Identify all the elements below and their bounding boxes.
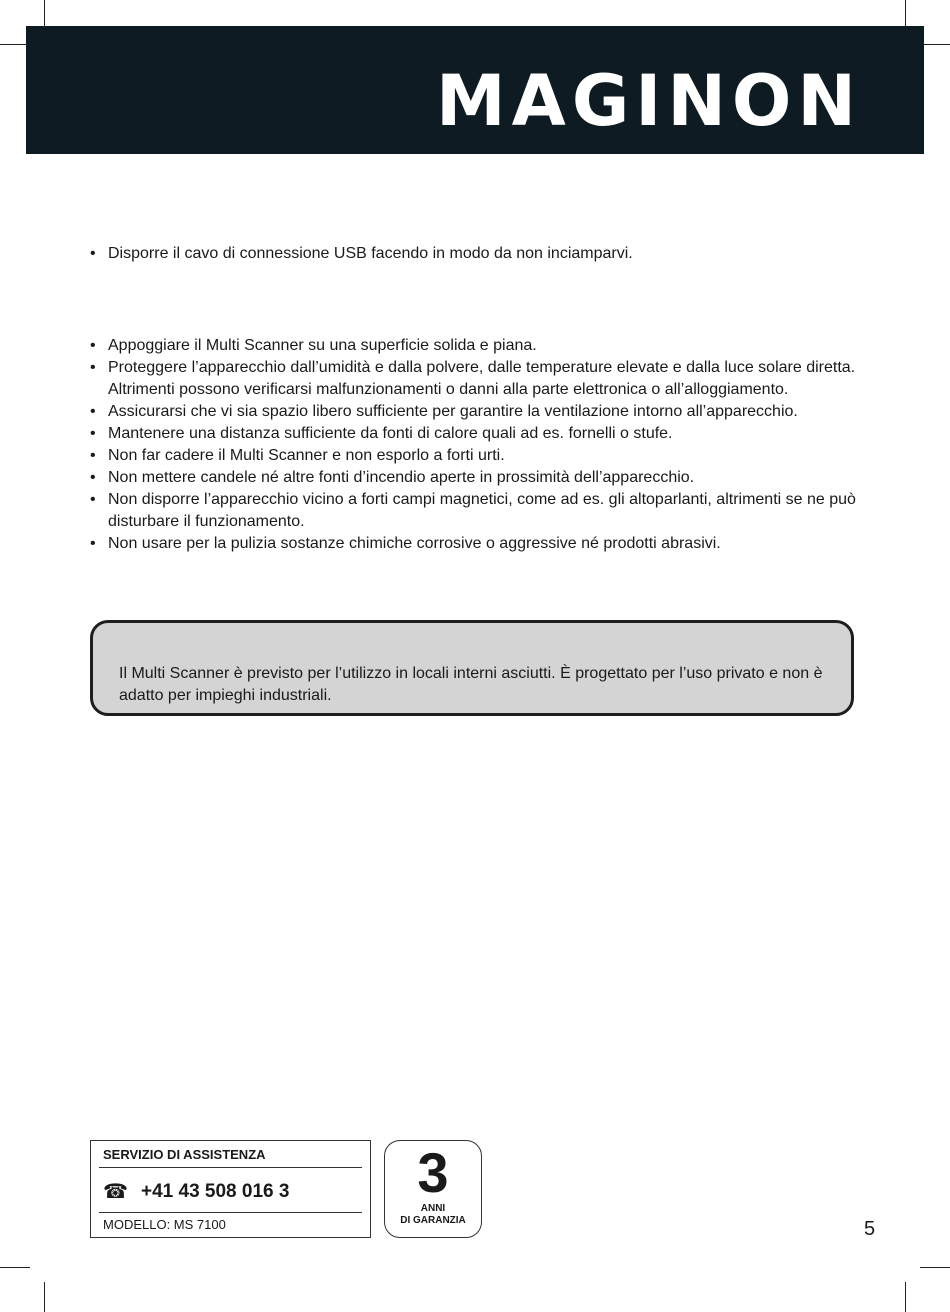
notice-text: Il Multi Scanner è previsto per l’utilizzo in locali interni asciutti. È progettato per l’uso privato e non è adatto per impieghi industriali. [119,665,823,704]
list-item: • Non far cadere il Multi Scanner e non esporlo a forti urti. [90,445,870,467]
usb-cable-list [90,243,870,265]
brand-logo: MAGINON [435,60,862,142]
list-item: • Disporre il cavo di connessione USB facendo in modo da non inciamparvi. [90,243,870,265]
phone-row [103,1179,289,1204]
header-band [26,26,924,154]
list-item: • Mantenere una distanza sufficiente da fonti di calore quali ad es. fornelli o stufe. [90,423,870,445]
list-item: • Non usare per la pulizia sostanze chimiche corrosive o aggressive né prodotti abrasivi. [90,533,870,555]
phone-number: +41 43 508 016 3 [141,1180,290,1202]
service-box [90,1140,371,1238]
crop-mark [920,1267,950,1268]
intended-use-notice [90,620,854,716]
warranty-label-line2: DI GARANZIA [400,1215,466,1226]
list-item: • Assicurarsi che vi sia spazio libero sufficiente per garantire la ventilazione intorno all’apparecchio. [90,401,870,423]
service-title: SERVIZIO DI ASSISTENZA [103,1147,266,1162]
crop-mark [0,1267,30,1268]
list-item: • Proteggere l’apparecchio dall’umidità e dalla polvere, dalle temperature elevate e dalla luce solare diretta. Altrimenti possono verificarsi malfunzionamenti o danni alla parte elettronica o all’alloggiamento. [90,357,870,401]
warranty-years: 3 [417,1141,449,1204]
warranty-badge [384,1140,482,1238]
crop-mark [920,44,950,45]
divider [99,1167,362,1168]
list-item: • Appoggiare il Multi Scanner su una superficie solida e piana. [90,335,870,357]
warranty-label-line1: ANNI [420,1203,446,1214]
crop-mark [905,1282,906,1312]
list-item: • Non mettere candele né altre fonti d’incendio aperte in prossimità dell’apparecchio. [90,467,870,489]
placement-safety-list [90,335,870,555]
divider [99,1212,362,1213]
model-number: MODELLO: MS 7100 [103,1217,226,1232]
crop-mark [44,1282,45,1312]
phone-icon: ☎ [103,1181,128,1203]
list-item: • Non disporre l’apparecchio vicino a forti campi magnetici, come ad es. gli altoparlanti, altrimenti se ne può disturbare il funzionamento. [90,489,870,533]
page-number: 5 [864,1218,876,1240]
warranty-label [385,1203,481,1227]
